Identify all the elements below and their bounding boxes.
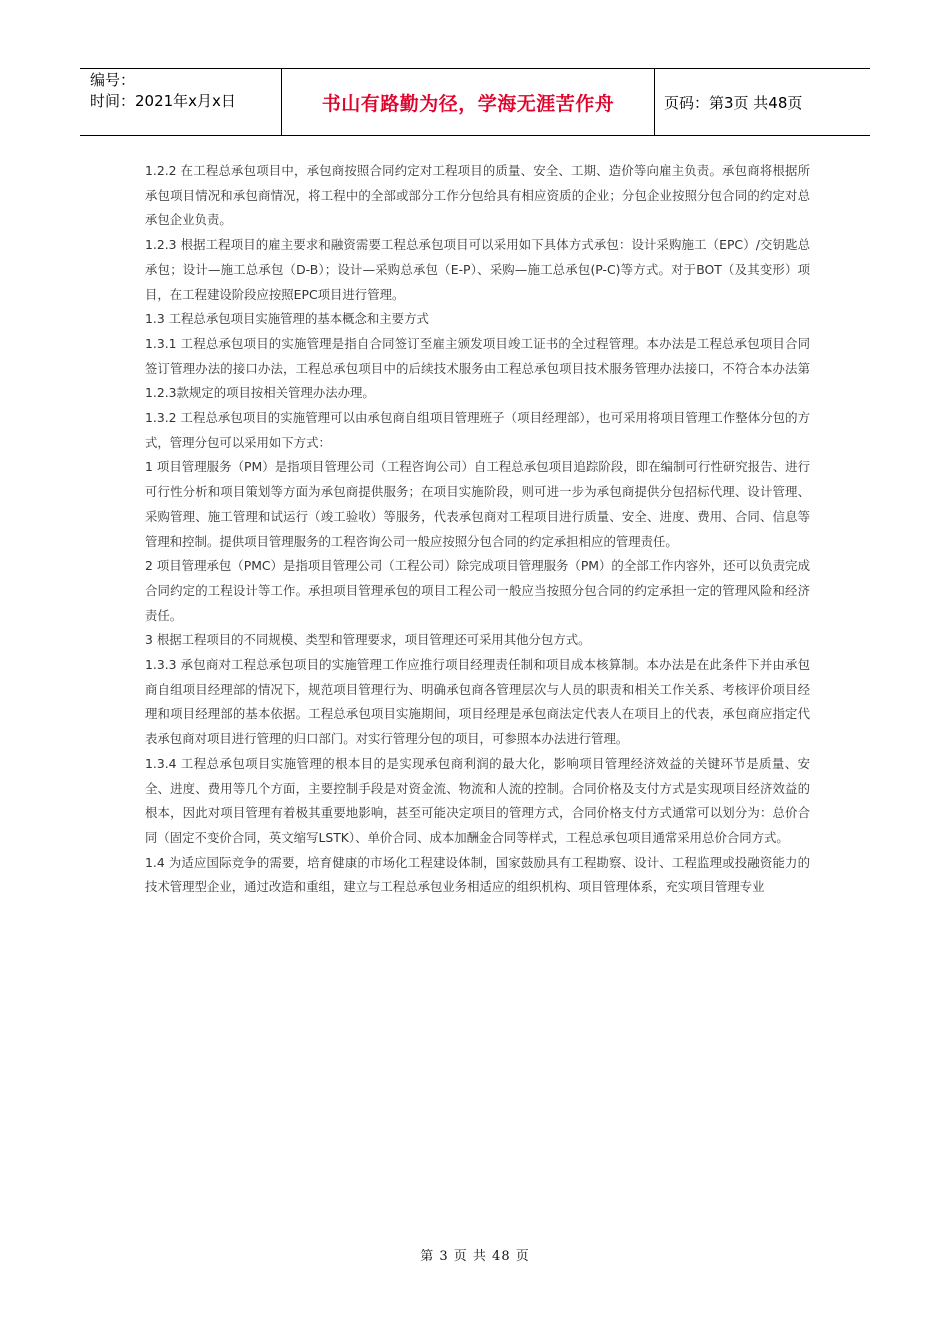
paragraph-1-3-2: 1.3.2 工程总承包项目的实施管理可以由承包商自组项目管理班子（项目经理部），也可采用将项目管理工作整体分包的方式，管理分包可以采用如下方式：	[145, 410, 810, 450]
paragraph-1-2-2: 1.2.2 在工程总承包项目中，承包商按照合同约定对工程项目的质量、安全、工期、造价等向雇主负责。承包商将根据所承包项目情况和承包商情况，将工程中的全部或部分工作分包给具有相应资质的企业；分包企业按照分包合同的约定对总承包企业负责。	[145, 163, 810, 228]
page-header	[80, 68, 870, 136]
document-body	[145, 159, 810, 900]
header-page-number: 页码：第3页 共48页	[664, 93, 803, 112]
header-divider-right	[654, 68, 655, 136]
list-item-pm: 1 项目管理服务（PM）是指项目管理公司（工程咨询公司）自工程总承包项目追踪阶段，即在编制可行性研究报告、进行可行性分析和项目策划等方面为承包商提供服务；在项目实施阶段，则可进一步为承包商提供分包招标代理、设计管理、采购管理、施工管理和试运行（竣工验收）等服务，代表承包商对工程项目进行质量、安全、进度、费用、合同、信息等管理和控制。提供项目管理服务的工程咨询公司一般应按照分包合同的约定承担相应的管理责任。	[145, 459, 810, 549]
page-footer: 第 3 页 共 48 页	[420, 1249, 530, 1264]
paragraph-1-3-4: 1.3.4 工程总承包项目实施管理的根本目的是实现承包商利润的最大化，影响项目管理经济效益的关键环节是质量、安全、进度、费用等几个方面，主要控制手段是对资金流、物流和人流的控制。合同价格及支付方式是实现项目经济效益的根本，因此对项目管理有着极其重要地影响，甚至可能决定项目的管理方式，合同价格支付方式通常可以划分为：总价合同（固定不变价合同，英文缩写LSTK）、单价合同、成本加酬金合同等样式，工程总承包项目通常采用总价合同方式。	[145, 755, 810, 845]
header-motto: 书山有路勤为径，学海无涯苦作舟	[321, 92, 615, 115]
document-time-label: 时间：2021年x月x日	[90, 92, 236, 110]
section-heading-1-3: 1.3 工程总承包项目实施管理的基本概念和主要方式	[145, 311, 429, 327]
paragraph-1-2-3: 1.2.3 根据工程项目的雇主要求和融资需要工程总承包项目可以采用如下具体方式承包：设计采购施工（EPC）/交钥匙总承包；设计—施工总承包（D-B）；设计—采购总承包（E-P）、采购—施工总承包(P-C)等方式。对于BOT（及其变形）项目，在工程建设阶段应按照EPC项目进行管理。	[145, 237, 810, 302]
header-meta	[90, 70, 236, 112]
list-item-other: 3 根据工程项目的不同规模、类型和管理要求，项目管理还可采用其他分包方式。	[145, 632, 591, 648]
paragraph-1-3-3: 1.3.3 承包商对工程总承包项目的实施管理工作应推行项目经理责任制和项目成本核算制。本办法是在此条件下并由承包商自组项目经理部的情况下，规范项目管理行为、明确承包商各管理层次与人员的职责和相关工作关系、考核评价项目经理和项目经理部的基本依据。工程总承包项目实施期间，项目经理是承包商法定代表人在项目上的代表，承包商应指定代表承包商对项目进行管理的归口部门。对实行管理分包的项目，可参照本办法进行管理。	[145, 657, 810, 747]
paragraph-1-3-1: 1.3.1 工程总承包项目的实施管理是指自合同签订至雇主颁发项目竣工证书的全过程管理。本办法是工程总承包项目合同签订管理办法的接口办法，工程总承包项目中的后续技术服务由工程总承包项目技术服务管理办法接口，不符合本办法第1.2.3款规定的项目按相关管理办法办理。	[145, 335, 810, 401]
list-item-pmc: 2 项目管理承包（PMC）是指项目管理公司（工程公司）除完成项目管理服务（PM）的全部工作内容外，还可以负责完成合同约定的工程设计等工作。承担项目管理承包的项目工程公司一般应当按照分包合同的约定承担一定的管理风险和经济责任。	[145, 558, 810, 623]
paragraph-1-4: 1.4 为适应国际竞争的需要，培育健康的市场化工程建设体制，国家鼓励具有工程勘察、设计、工程监理或投融资能力的技术管理型企业，通过改造和重组，建立与工程总承包业务相适应的组织机构、项目管理体系，充实项目管理专业	[145, 854, 810, 895]
document-number-label: 编号：	[90, 71, 136, 89]
